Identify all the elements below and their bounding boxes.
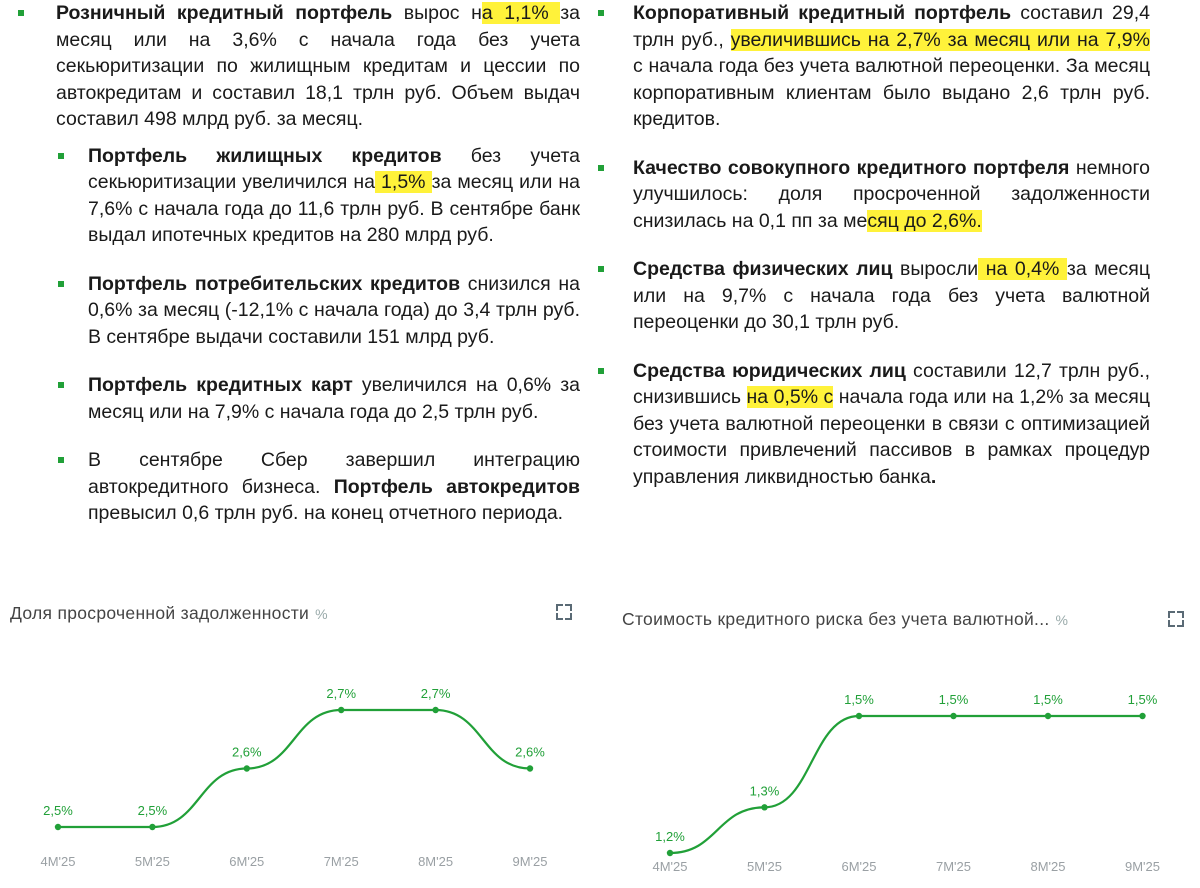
chart1-x-tick-label: 9M'25 xyxy=(512,854,548,869)
left-text-column xyxy=(0,0,580,527)
chart2-x-tick-label: 6M'25 xyxy=(841,859,877,874)
chart1-point[interactable] xyxy=(55,824,61,830)
highlight: сяц до 2,6%. xyxy=(867,209,982,232)
chart2-series-line xyxy=(670,716,1143,853)
chart2-x-tick-label: 4M'25 xyxy=(652,859,688,874)
highlight: а 1,1% xyxy=(481,2,561,24)
corporate-portfolio-title: Корпоративный кредитный портфель xyxy=(633,2,1012,24)
chart2-point[interactable] xyxy=(856,713,862,719)
chart2-unit: % xyxy=(1055,612,1069,628)
chart1-point[interactable] xyxy=(527,765,533,771)
chart1-data-label: 2,7% xyxy=(420,686,451,701)
auto-portfolio-title: Портфель автокредитов xyxy=(333,475,580,498)
chart1-series-line xyxy=(58,710,530,827)
corporate-portfolio-paragraph: Корпоративный кредитный портфель составил 29,4 трлн руб., увеличившись на 2,7% за месяц или на 7,9% с начала года без учета валютной переоценки. За месяц корпоративным клиентам было выдано 2,6 трлн руб. кредитов. xyxy=(595,0,1150,133)
consumer-portfolio-title: Портфель потребительских кредитов xyxy=(88,272,461,295)
chart1-x-tick-label: 4M'25 xyxy=(40,854,76,869)
chart1-title: Доля просроченной задолженности % xyxy=(10,603,328,623)
right-text-column xyxy=(595,0,1150,490)
chart2-point[interactable] xyxy=(1139,713,1145,719)
corporate-funds-title: Средства юридических лиц xyxy=(633,359,906,382)
chart1-data-label: 2,5% xyxy=(137,803,168,818)
chart1-x-tick-label: 6M'25 xyxy=(229,854,265,869)
chart2-point[interactable] xyxy=(667,850,673,856)
chart2-data-label: 1,5% xyxy=(1127,692,1158,707)
corporate-funds-paragraph: Средства юридических лиц составили 12,7 трлн руб., снизившись на 0,5% с начала года или на 1,2% за месяц без учета валютной переоценки в связи с оптимизацией стоимости привлечений пассивов в рамках процедур управления ликвидностью банка. xyxy=(595,358,1150,491)
retail-portfolio-title: Розничный кредитный портфель xyxy=(56,2,393,24)
chart1-x-tick-label: 8M'25 xyxy=(418,854,454,869)
chart1-data-label: 2,6% xyxy=(231,744,262,760)
chart2-data-label: 1,5% xyxy=(1033,692,1063,707)
highlight: на 0,5% с xyxy=(746,386,834,408)
chart1-x-tick-label: 5M'25 xyxy=(134,854,170,869)
auto-portfolio-paragraph: В сентябре Сбер завершил интеграцию автокредитного бизнеса. Портфель автокредитов превысил 0,6 трлн руб. на конец отчетного периода. xyxy=(0,447,580,527)
highlight: увеличившись на 2,7% за месяц или на 7,9% xyxy=(730,28,1150,51)
chart1-point[interactable] xyxy=(149,824,155,830)
chart2-data-label: 1,2% xyxy=(655,829,685,844)
consumer-portfolio-paragraph: Портфель потребительских кредитов снизился на 0,6% за месяц (-12,1% с начала года) до 3,4 трлн руб. В сентябре выдачи составили 151 млрд руб. xyxy=(0,271,580,351)
chart2-x-tick-label: 8M'25 xyxy=(1030,859,1066,874)
chart1-point[interactable] xyxy=(244,765,250,771)
mortgage-portfolio-title: Портфель жилищных кредитов xyxy=(88,144,442,167)
chart2-point[interactable] xyxy=(761,804,767,810)
chart2-x-tick-label: 9M'25 xyxy=(1124,859,1161,874)
card-portfolio-paragraph: Портфель кредитных карт увеличился на 0,6% за месяц или на 7,9% с начала года до 2,5 трлн руб. xyxy=(0,372,580,425)
individual-funds-paragraph: Средства физических лиц выросли на 0,4% за месяц или на 9,7% с начала года без учета валютной переоценки до 30,1 трлн руб. xyxy=(595,256,1150,336)
chart1-data-label: 2,6% xyxy=(515,744,545,760)
chart1-data-label: 2,7% xyxy=(326,686,357,701)
chart2-data-label: 1,5% xyxy=(938,692,969,707)
mortgage-portfolio-paragraph: Портфель жилищных кредитов без учета секьюритизации увеличился на 1,5% за месяц или на 7,6% с начала года до 11,6 трлн руб. В сентябре банк выдал ипотечных кредитов на 280 млрд руб. xyxy=(0,143,580,249)
chart2-data-label: 1,3% xyxy=(749,783,780,799)
portfolio-quality-paragraph: Качество совокупного кредитного портфеля немного улучшилось: доля просроченной задолженности снизилась на 0,1 пп за месяц до 2,6%. xyxy=(595,155,1150,235)
chart1-unit: % xyxy=(315,606,328,622)
retail-portfolio-paragraph: Розничный кредитный портфель вырос на 1,1% за месяц или на 3,6% с начала года без учета секьюритизации по жилищным кредитам и цессии по автокредитам и составил 18,1 трлн руб. Объем выдач составил 498 млрд руб. за месяц. xyxy=(0,0,580,133)
chart1-point[interactable] xyxy=(432,707,438,713)
card-portfolio-title: Портфель кредитных карт xyxy=(88,374,353,396)
chart1-x-tick-label: 7M'25 xyxy=(323,854,359,869)
chart2-x-tick-label: 7M'25 xyxy=(935,859,972,874)
chart2-point[interactable] xyxy=(950,713,956,719)
chart1-point[interactable] xyxy=(338,707,344,713)
individual-funds-title: Средства физических лиц xyxy=(633,258,893,280)
chart2-title: Стоимость кредитного риска без учета валютной... % xyxy=(622,609,1069,629)
chart1-data-label: 2,5% xyxy=(43,803,73,818)
portfolio-quality-title: Качество совокупного кредитного портфеля xyxy=(633,156,1070,179)
highlight: 1,5% xyxy=(375,171,432,193)
highlight: на 0,4% xyxy=(978,258,1067,280)
charts-canvas xyxy=(0,580,1200,888)
chart2-point[interactable] xyxy=(1045,713,1051,719)
chart2-data-label: 1,5% xyxy=(844,692,874,707)
chart2-x-tick-label: 5M'25 xyxy=(746,859,783,874)
